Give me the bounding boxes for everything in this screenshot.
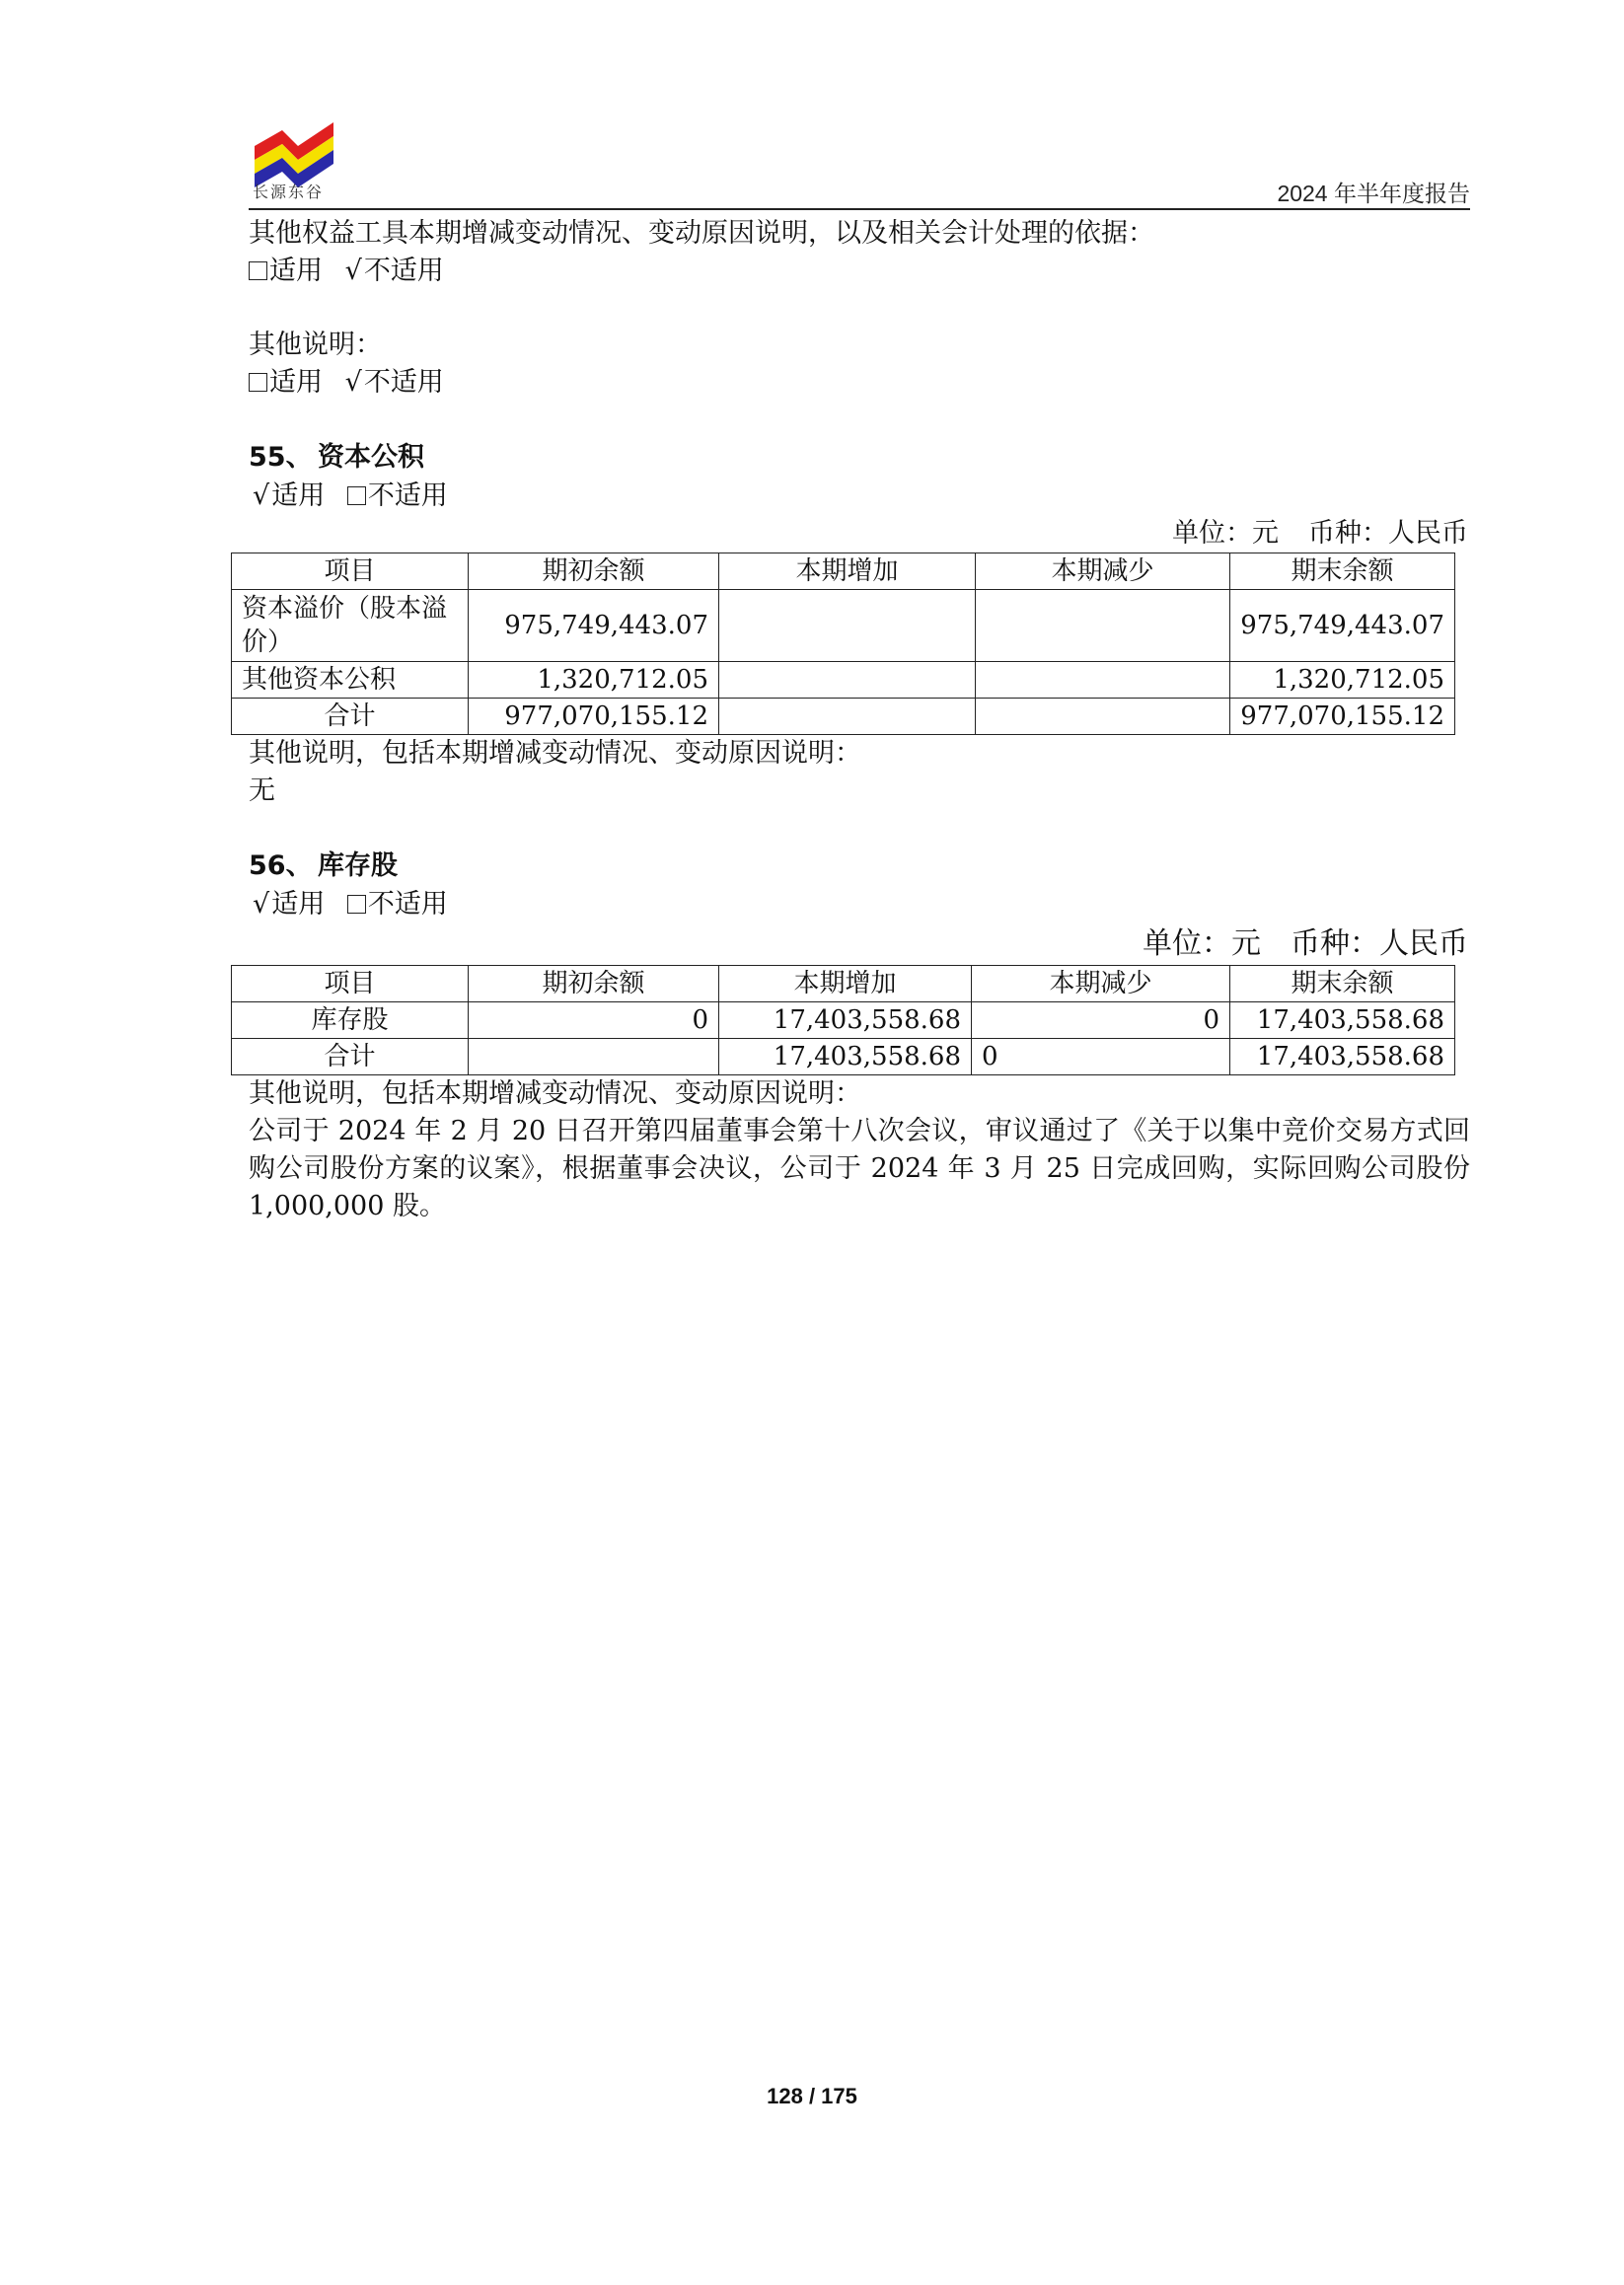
check-mark-icon: √ bbox=[253, 480, 270, 511]
section-note-text: 无 bbox=[249, 775, 275, 806]
table-row bbox=[232, 1002, 1455, 1039]
unit-currency-line bbox=[249, 923, 1470, 965]
logo-text: 长源东谷 bbox=[253, 183, 325, 201]
period-decrease: 0 bbox=[972, 1002, 1230, 1039]
period-increase bbox=[719, 590, 976, 662]
period-decrease bbox=[976, 590, 1230, 662]
page-content bbox=[242, 215, 1470, 1225]
table-header-row bbox=[232, 966, 1455, 1002]
report-title: 2024 年半年度报告 bbox=[1277, 181, 1470, 206]
treasury-stock-table bbox=[231, 965, 1455, 1075]
column-header: 期末余额 bbox=[1230, 966, 1455, 1002]
check-mark-icon: √ bbox=[253, 889, 270, 920]
table-total-row bbox=[232, 1039, 1455, 1075]
capital-reserve-table bbox=[231, 553, 1455, 735]
not-applicable-label: 不适用 bbox=[363, 256, 444, 286]
section-heading-55 bbox=[249, 438, 1470, 478]
table-row bbox=[232, 590, 1455, 662]
period-decrease bbox=[976, 662, 1230, 699]
checkbox-empty-icon bbox=[249, 261, 267, 280]
section-note-label: 其他说明，包括本期增减变动情况、变动原因说明： bbox=[249, 738, 861, 769]
opening-balance: 0 bbox=[469, 1002, 719, 1039]
applicable-label: 适用 bbox=[269, 256, 323, 286]
opening-balance bbox=[469, 1039, 719, 1075]
checkbox-empty-icon bbox=[347, 486, 366, 505]
row-item: 资本溢价（股本溢价） bbox=[232, 590, 469, 662]
section-number: 55、 bbox=[249, 442, 313, 473]
applicable-label: 适用 bbox=[269, 367, 323, 398]
checkbox-empty-icon bbox=[347, 895, 366, 914]
column-header: 期初余额 bbox=[469, 553, 719, 590]
row-item: 合计 bbox=[232, 699, 469, 735]
closing-balance: 17,403,558.68 bbox=[1230, 1039, 1455, 1075]
header-divider bbox=[249, 208, 1470, 210]
applicable-label: 适用 bbox=[271, 889, 326, 920]
applicability-line bbox=[249, 364, 1470, 402]
period-increase: 17,403,558.68 bbox=[719, 1039, 972, 1075]
applicability-line bbox=[249, 886, 1470, 923]
page-number: 128 / 175 bbox=[767, 2084, 857, 2108]
period-decrease: 0 bbox=[972, 1039, 1230, 1075]
currency-label: 币种：人民币 bbox=[1291, 926, 1468, 961]
row-item: 库存股 bbox=[232, 1002, 469, 1039]
unit-currency-line bbox=[249, 515, 1470, 553]
period-increase bbox=[719, 662, 976, 699]
period-increase: 17,403,558.68 bbox=[719, 1002, 972, 1039]
not-applicable-label: 不适用 bbox=[367, 480, 448, 511]
column-header: 项目 bbox=[232, 966, 469, 1002]
column-header: 本期减少 bbox=[972, 966, 1230, 1002]
row-item: 合计 bbox=[232, 1039, 469, 1075]
column-header: 期末余额 bbox=[1230, 553, 1455, 590]
currency-label: 币种：人民币 bbox=[1308, 518, 1468, 549]
section-heading-56 bbox=[249, 847, 1470, 886]
not-applicable-label: 不适用 bbox=[367, 889, 448, 920]
section-title: 库存股 bbox=[318, 850, 398, 881]
column-header: 项目 bbox=[232, 553, 469, 590]
closing-balance: 1,320,712.05 bbox=[1230, 662, 1455, 699]
section-title: 资本公积 bbox=[318, 442, 424, 473]
column-header: 期初余额 bbox=[469, 966, 719, 1002]
section-note-text: 公司于 2024 年 2 月 20 日召开第四届董事会第十八次会议，审议通过了《关于以集中竞价交易方式回购公司股份方案的议案》，根据董事会决议，公司于 2024 年 3 月 25 日完成回购，实际回购公司股份 1,000,000 股。 bbox=[249, 1116, 1470, 1221]
column-header: 本期减少 bbox=[976, 553, 1230, 590]
closing-balance: 975,749,443.07 bbox=[1230, 590, 1455, 662]
check-mark-icon: √ bbox=[344, 256, 362, 286]
period-decrease bbox=[976, 699, 1230, 735]
check-mark-icon: √ bbox=[344, 367, 362, 398]
table-total-row bbox=[232, 699, 1455, 735]
section-number: 56、 bbox=[249, 850, 313, 881]
closing-balance: 977,070,155.12 bbox=[1230, 699, 1455, 735]
not-applicable-label: 不适用 bbox=[363, 367, 444, 398]
table-row bbox=[232, 662, 1455, 699]
equity-change-note-label: 其他权益工具本期增减变动情况、变动原因说明，以及相关会计处理的依据： bbox=[249, 218, 1154, 249]
applicable-label: 适用 bbox=[271, 480, 326, 511]
opening-balance: 975,749,443.07 bbox=[469, 590, 719, 662]
unit-label: 单位：元 bbox=[1172, 518, 1279, 549]
section-note-label: 其他说明，包括本期增减变动情况、变动原因说明： bbox=[249, 1078, 861, 1109]
period-increase bbox=[719, 699, 976, 735]
applicability-line bbox=[249, 478, 1470, 515]
checkbox-empty-icon bbox=[249, 373, 267, 392]
opening-balance: 1,320,712.05 bbox=[469, 662, 719, 699]
unit-label: 单位：元 bbox=[1143, 926, 1261, 961]
closing-balance: 17,403,558.68 bbox=[1230, 1002, 1455, 1039]
column-header: 本期增加 bbox=[719, 553, 976, 590]
row-item: 其他资本公积 bbox=[232, 662, 469, 699]
column-header: 本期增加 bbox=[719, 966, 972, 1002]
opening-balance: 977,070,155.12 bbox=[469, 699, 719, 735]
applicability-line bbox=[249, 253, 1470, 290]
other-notes-label: 其他说明： bbox=[249, 330, 382, 360]
table-header-row bbox=[232, 553, 1455, 590]
